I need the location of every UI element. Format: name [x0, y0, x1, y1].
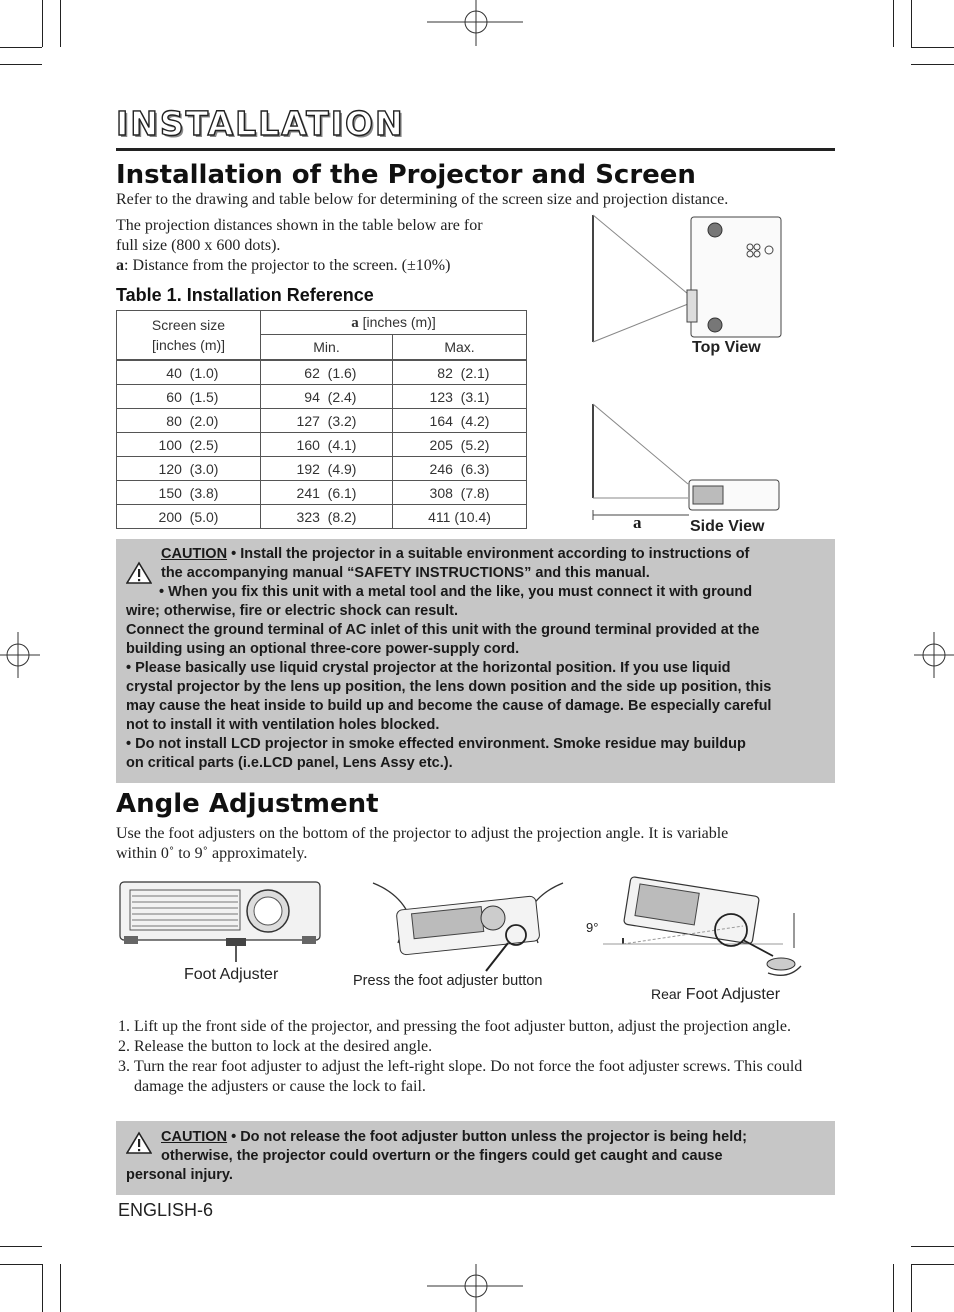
table-cell-min: 62 (1.6) — [261, 360, 393, 385]
screen-size-header-line2: [inches (m)] — [151, 337, 226, 353]
foot-adjuster-label: Foot Adjuster — [184, 966, 279, 983]
caution1-line11: • Do not install LCD projector in smoke effected environment. Smoke residue may buildup — [126, 736, 746, 752]
rear-foot-adjuster-label — [651, 986, 780, 1004]
caution2-line1-row — [126, 1128, 821, 1147]
angle-intro — [116, 824, 836, 864]
distance-definition — [116, 256, 536, 276]
projection-diagram — [585, 212, 800, 537]
min-header: Min. — [261, 335, 393, 360]
distance-key: a — [116, 257, 124, 274]
distance-header-key: a — [351, 314, 359, 331]
list-item: 3. Turn the rear foot adjuster to adjust the left-right slope. Do not force the foot adjuster screws. This could damage the adjusters or cause the lock to fail. — [134, 1057, 844, 1097]
table-cell-size: 100 (2.5) — [117, 433, 261, 457]
screen-size-header-line1: Screen size — [151, 317, 226, 333]
table-cell-max: 123 (3.1) — [393, 385, 527, 409]
caution1-line5: Connect the ground terminal of AC inlet of this unit with the ground terminal provided at the — [126, 622, 760, 638]
caution1-line2: the accompanying manual “SAFETY INSTRUCTIONS” and this manual. — [161, 565, 650, 581]
table-row — [117, 457, 527, 481]
max-header: Max. — [393, 335, 527, 360]
section-heading-angle: Angle Adjustment — [116, 789, 379, 819]
table-cell-max: 164 (4.2) — [393, 409, 527, 433]
table-caption: Table 1. Installation Reference — [116, 285, 374, 305]
table-cell-max: 82 (2.1) — [393, 360, 527, 385]
top-view-label: Top View — [692, 339, 761, 356]
table-cell-size: 60 (1.5) — [117, 385, 261, 409]
rear-foot-label: Foot Adjuster — [681, 986, 781, 1003]
caution2-line2: otherwise, the projector could overturn or the fingers could get caught and cause — [161, 1148, 723, 1164]
table-row — [117, 385, 527, 409]
table-cell-size: 80 (2.0) — [117, 409, 261, 433]
table-cell-min: 94 (2.4) — [261, 385, 393, 409]
caution2-line1: • Do not release the foot adjuster button unless the projector is being held; — [227, 1129, 747, 1145]
caution-box-installation — [116, 539, 835, 783]
page-footer: ENGLISH-6 — [118, 1200, 214, 1220]
caution-box-foot-adjuster — [116, 1121, 835, 1195]
list-item: 2. Release the button to lock at the desired angle. — [134, 1037, 844, 1057]
rear-word: Rear — [651, 986, 682, 1002]
list-item: 1. Lift up the front side of the projector, and pressing the foot adjuster button, adjust the projection angle. — [134, 1017, 844, 1037]
caution1-line1-row — [126, 545, 821, 564]
warning-triangle-icon — [126, 1131, 152, 1155]
caution1-line7: • Please basically use liquid crystal projector at the horizontal position. If you use liquid — [126, 660, 731, 676]
projector-front-illustration — [118, 878, 323, 963]
table-cell-size: 120 (3.0) — [117, 457, 261, 481]
adjustment-steps — [116, 1017, 844, 1097]
table-cell-max: 308 (7.8) — [393, 481, 527, 505]
press-button-illustration — [368, 873, 568, 973]
caution2-line3: personal injury. — [126, 1167, 233, 1183]
caution-label: CAUTION — [161, 546, 228, 562]
registration-mark-icon — [0, 630, 42, 680]
caution1-line6: building using an optional three-core power-supply cord. — [126, 641, 520, 657]
distance-header — [261, 311, 527, 335]
caution1-line10: not to install it with ventilation holes blocked. — [126, 717, 440, 733]
press-button-label: Press the foot adjuster button — [353, 973, 543, 989]
angle-intro-line1: Use the foot adjusters on the bottom of the projector to adjust the projection angle. It is variable — [116, 825, 729, 842]
caution1-line4: wire; otherwise, fire or electric shock can result. — [126, 603, 459, 619]
diagram-distance-label: a — [633, 513, 642, 532]
distance-note-line1: The projection distances shown in the table below are for — [116, 217, 483, 234]
distance-header-unit: [inches (m)] — [358, 313, 436, 330]
registration-mark-icon — [427, 0, 527, 50]
table-cell-size: 150 (3.8) — [117, 481, 261, 505]
title-rule — [116, 148, 835, 151]
registration-mark-icon — [912, 630, 954, 680]
table-row — [117, 505, 527, 529]
caution1-line3: • When you fix this unit with a metal tool and the like, you must connect it with ground — [159, 584, 753, 600]
table-cell-min: 323 (8.2) — [261, 505, 393, 529]
screen-size-header — [117, 311, 261, 361]
warning-triangle-icon — [126, 561, 152, 585]
table-cell-min: 192 (4.9) — [261, 457, 393, 481]
caution1-line1: • Install the projector in a suitable environment according to instructions of — [227, 546, 750, 562]
registration-mark-icon — [427, 1262, 527, 1312]
table-cell-max: 246 (6.3) — [393, 457, 527, 481]
table-cell-min: 241 (6.1) — [261, 481, 393, 505]
installation-reference-table — [116, 310, 527, 529]
distance-definition-text: : Distance from the projector to the screen. (±10%) — [124, 257, 451, 274]
table-cell-min: 127 (3.2) — [261, 409, 393, 433]
distance-note-line2: full size (800 x 600 dots). — [116, 237, 281, 254]
table-cell-size: 200 (5.0) — [117, 505, 261, 529]
page-title: INSTALLATION — [116, 104, 405, 143]
side-view-label: Side View — [690, 518, 765, 535]
caution1-line12: on critical parts (i.e.LCD panel, Lens Assy etc.). — [126, 755, 453, 771]
table-row — [117, 481, 527, 505]
angle-label: 9° — [586, 920, 599, 935]
caution1-line9: may cause the heat inside to build up and become the cause of damage. Be especially careful — [126, 698, 772, 714]
table-cell-size: 40 (1.0) — [117, 360, 261, 385]
table-row — [117, 360, 527, 385]
section-heading-installation: Installation of the Projector and Screen — [116, 160, 696, 190]
caution-label: CAUTION — [161, 1129, 228, 1145]
distance-note — [116, 216, 536, 276]
section-intro: Refer to the drawing and table below for determining of the screen size and projection distance. — [116, 191, 729, 208]
angle-intro-line2: within 0˚ to 9˚ approximately. — [116, 845, 308, 862]
caution1-line8: crystal projector by the lens up position, the lens down position and the side up position, this — [126, 679, 772, 695]
table-cell-max: 411 (10.4) — [393, 505, 527, 529]
table-cell-max: 205 (5.2) — [393, 433, 527, 457]
table-row — [117, 433, 527, 457]
table-cell-min: 160 (4.1) — [261, 433, 393, 457]
rear-foot-illustration — [583, 868, 808, 988]
table-row — [117, 409, 527, 433]
